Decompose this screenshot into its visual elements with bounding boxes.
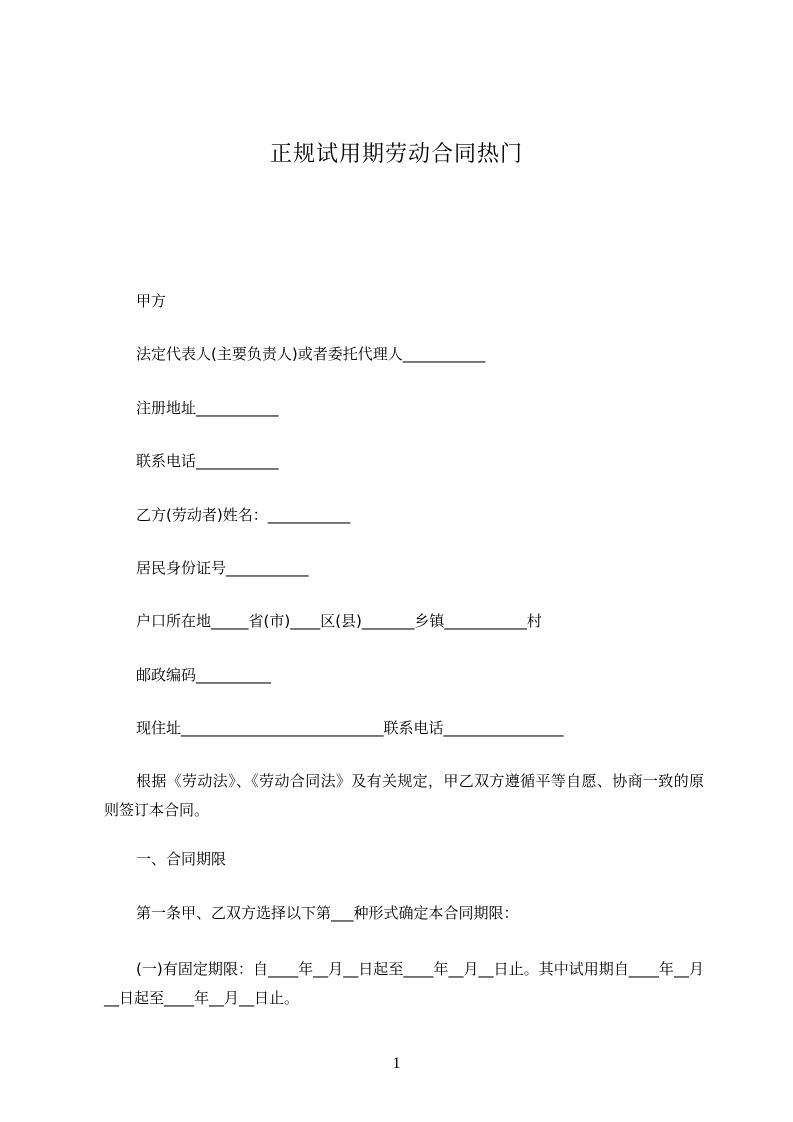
party-b-name-line: 乙方(劳动者)姓名：___________: [136, 506, 351, 524]
hukou-line: 户口所在地_____省(市)____区(县)_______乡镇___________村: [136, 612, 542, 630]
id-number-line: 居民身份证号___________: [136, 559, 309, 577]
section-heading: 一、合同期限: [136, 850, 227, 868]
legal-representative-line: 法定代表人(主要负责人)或者委托代理人___________: [136, 345, 486, 363]
postcode-line: 邮政编码__________: [136, 666, 272, 684]
party-a-phone-line: 联系电话___________: [136, 452, 279, 470]
current-address-line: 现住址___________________________联系电话________________: [136, 719, 564, 737]
clause-1-paragraph: (一)有固定期限：自____年__月__日起至____年__月__日止。其中试用期自____年__月__日起至____年__月__日止。: [104, 960, 704, 1007]
article-1: 第一条甲、乙双方选择以下第___种形式确定本合同期限：: [136, 904, 519, 922]
registered-address-line: 注册地址___________: [136, 399, 279, 417]
party-a-line: 甲方: [136, 292, 167, 310]
page-number: 1: [392, 1055, 401, 1072]
document-title: 正规试用期劳动合同热门: [269, 142, 523, 167]
intro-paragraph: 根据《劳动法》、《劳动合同法》及有关规定，甲乙双方遵循平等自愿、协商一致的原则签订本合同。: [104, 772, 704, 819]
